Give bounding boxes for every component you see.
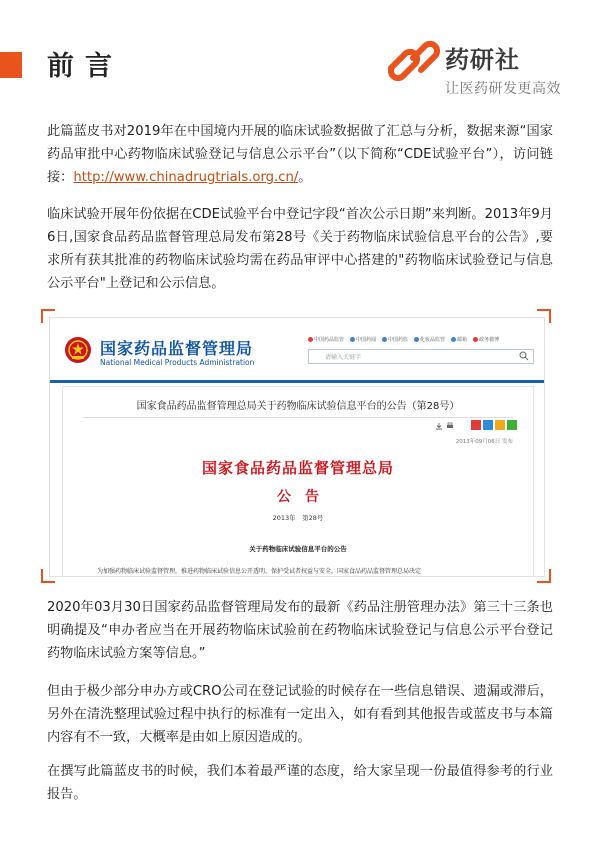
download-icon[interactable] [435, 422, 443, 430]
brand-block [383, 38, 583, 100]
paragraph-text: 。 [298, 170, 312, 185]
paragraph-closing: 在撰写此篇蓝皮书的时候，我们本着最严谨的态度，给大家呈现一份最值得参考的行业报告。 [47, 764, 553, 802]
announcement-title: 关于药物临床试验信息平台的公告 [249, 545, 347, 553]
page-title: 前言 [47, 51, 123, 82]
article-tools [435, 422, 454, 430]
share-wechat-icon[interactable] [507, 420, 517, 430]
top-link[interactable]: 中国药监 [382, 336, 408, 343]
paragraph-regulation: 2020年03月30日国家药品监督管理局发布的最新《药品注册管理办法》第三十三条也明确提及“申办者应当在开展药物临床试验前在药物临床试验登记与信息公示平台登记药物临床试验方案等信息。” [47, 600, 553, 661]
search-placeholder: 请输入关键字 [325, 354, 362, 361]
share-buttons [471, 420, 517, 430]
share-qzone-icon[interactable] [483, 420, 493, 430]
nmpa-announcement-screenshot [49, 317, 545, 577]
brand-name: 药研社 [445, 46, 520, 74]
brand-logo-icon [383, 38, 441, 86]
top-link[interactable]: 中国药闻 [350, 336, 376, 343]
link-icon [382, 337, 387, 342]
red-header-subtitle: 公告 [277, 489, 333, 505]
announcement-body: 为加强药物临床试验监督管理，推进药物临床试验信息公开透明，保护受试者权益与安全，国家食品药品监督管理总局决定 [97, 568, 422, 575]
brand-slogan: 让医药研发更高效 [445, 81, 561, 97]
header-divider [50, 380, 544, 383]
publish-date: 2013年09月06日 发布 [455, 439, 513, 445]
paragraph-text: 此篇蓝皮书对2019年在中国境内开展的临床试验数据做了汇总与分析，数据来源“国家药品审批中心药物临床试验登记与信息公示平台”（以下简称“CDE试验平台”），访问链接： [47, 124, 553, 185]
site-search-input[interactable] [308, 349, 534, 364]
nmpa-header [50, 318, 544, 380]
share-qq-icon[interactable] [495, 420, 505, 430]
link-icon [414, 337, 419, 342]
title-divider [83, 417, 513, 418]
paragraph-discrepancy: 但由于极少部分申办方或CRO公司在登记试验的时候存在一些信息错误、遗漏或滞后，另外在清洗整理试验过程中执行的标准有一定出入，如有看到其他报告或蓝皮书与本篇内容有不一致，大概率是由如上原因造成的。 [47, 684, 553, 745]
document-number: 2013年 第28号 [272, 514, 324, 522]
accent-bar [0, 52, 22, 78]
article-title: 国家食品药品监督管理总局关于药物临床试验信息平台的公告（第28号） [136, 401, 460, 412]
share-weibo-icon[interactable] [471, 420, 481, 430]
paragraph-data-source [47, 120, 553, 189]
article-panel [62, 386, 534, 577]
weibo-icon [308, 337, 313, 342]
cde-platform-link[interactable]: http://www.chinadrugtrials.org.cn/ [73, 170, 299, 185]
mail-icon [451, 337, 456, 342]
national-emblem-icon [64, 336, 92, 364]
top-links [308, 336, 499, 343]
top-link[interactable]: 政务微博 [473, 336, 499, 343]
link-icon [350, 337, 355, 342]
search-icon[interactable] [519, 351, 529, 361]
red-header-title: 国家食品药品监督管理总局 [201, 459, 394, 477]
top-link[interactable]: 化妆品监管 [414, 336, 445, 343]
agency-name-en: National Medical Products Administration [100, 358, 255, 367]
screenshot-frame [41, 309, 551, 583]
paragraph-year-basis: 临床试验开展年份依据在CDE试验平台中登记字段“首次公示日期”来判断。2013年9月6日,国家食品药品监督管理总局发布第28号《关于药物临床试验信息平台的公告》,要求所有获其批准的药物临床试验均需在药品审评中心搭建的"药物临床试验登记与信息公示平台"上登记和公示信息。 [47, 207, 553, 291]
weibo-icon [473, 337, 478, 342]
agency-name-cn: 国家药品监督管理局 [100, 339, 254, 358]
print-icon[interactable] [446, 422, 454, 430]
top-link[interactable]: 邮箱 [451, 336, 467, 343]
top-link[interactable]: 中国药品监管 [308, 336, 344, 343]
